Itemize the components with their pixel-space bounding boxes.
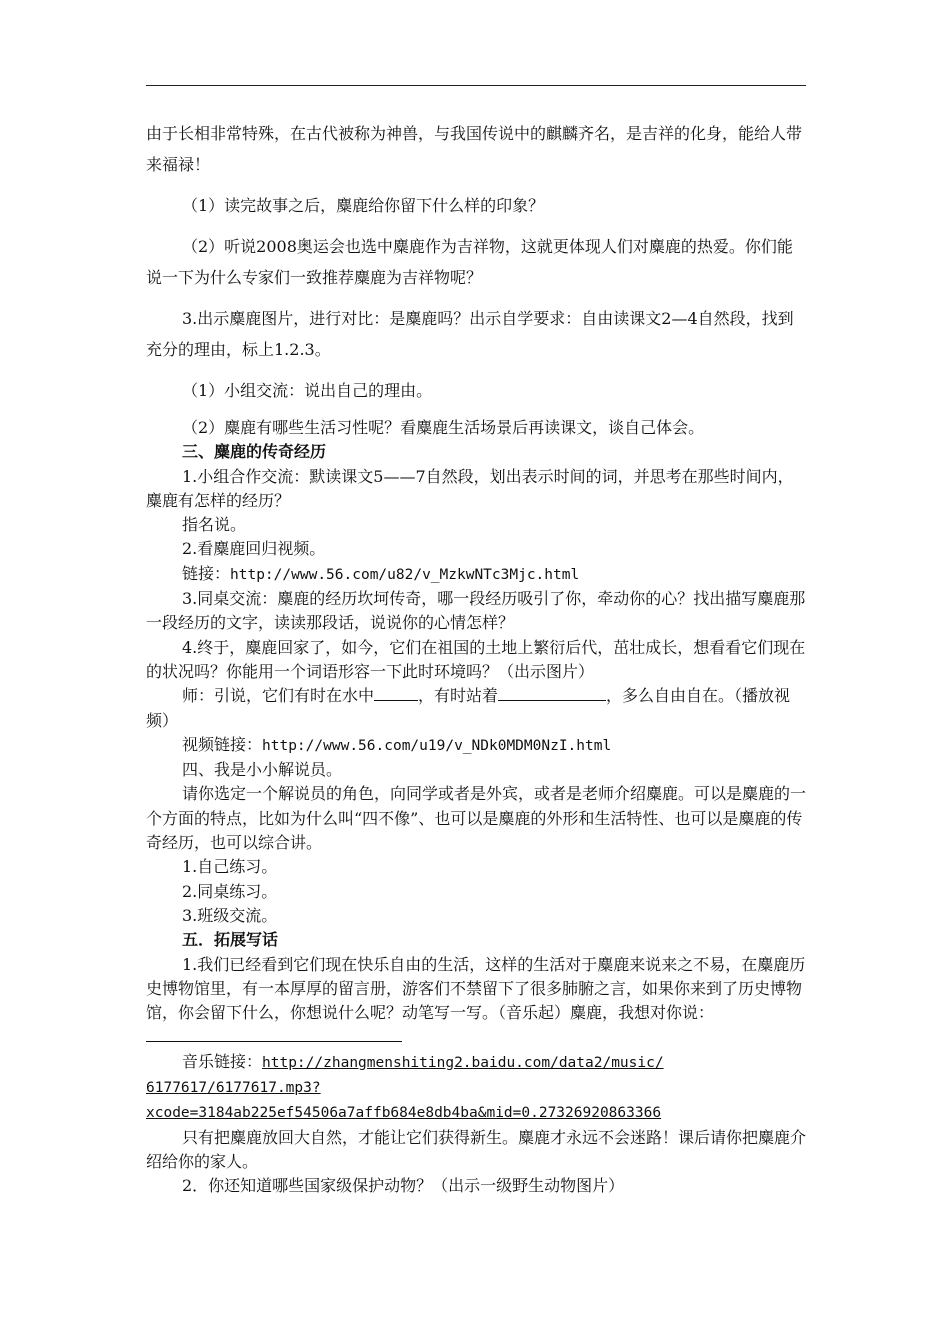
link-1-url[interactable]: http://www.56.com/u82/v_MzkwNTc3Mjc.html <box>230 566 580 583</box>
step-3-sub-1: （1）小组交流：说出自己的理由。 <box>182 381 433 400</box>
item-e1 <box>146 953 806 1050</box>
step-3: 3.出示麋鹿图片，进行对比：是麋鹿吗？出示自学要求：自由读课文2—4自然段，找到充分的理由，标上1.2.3。 <box>146 309 794 359</box>
header-rule <box>146 85 806 86</box>
link-2-label: 视频链接： <box>182 734 263 754</box>
item-c5-part-b: ，有时站着 <box>418 686 499 706</box>
item-e3: 2．你还知道哪些国家级保护动物？（出示一级野生动物图片） <box>182 1176 625 1196</box>
blank-field-3 <box>146 1027 402 1042</box>
section-heading-4: 四、我是小小解说员。 <box>182 760 343 780</box>
question-1: （1）读完故事之后，麋鹿给你留下什么样的印象？ <box>182 196 545 215</box>
item-c5 <box>146 684 806 733</box>
link-2-url[interactable]: http://www.56.com/u19/v_NDk0MDM0NzI.html <box>262 737 612 754</box>
link-1-label: 链接： <box>182 563 231 583</box>
item-e1-text: 1.我们已经看到它们现在快乐自由的生活，这样的生活对于麋鹿来说来之不易，在麋鹿历史博物馆里，有一本厚厚的留言册，游客们不禁留下了很多肺腑之言，如果你来到了历史博物馆，你会留下什么，你想说什么呢？动笔写一写。（音乐起）麋鹿，我想对你说： <box>146 954 806 1023</box>
music-link-line-3 <box>146 1100 806 1125</box>
item-d3: 2.同桌练习。 <box>182 881 278 901</box>
blank-field-1 <box>374 686 418 701</box>
item-d4: 3.班级交流。 <box>182 905 278 925</box>
item-d2: 1.自己练习。 <box>182 857 278 877</box>
music-link-url-2[interactable]: 6177617/6177617.mp3? <box>146 1080 321 1097</box>
item-e2: 只有把麋鹿放回大自然，才能让它们获得新生。麋鹿才永远不会迷路！课后请你把麋鹿介绍给你的家人。 <box>146 1127 807 1171</box>
section-heading-5: 五．拓展写话 <box>182 930 279 950</box>
section-heading-3: 三、麋鹿的传奇经历 <box>182 442 327 462</box>
item-c3: 3.同桌交流：麋鹿的经历坎坷传奇，哪一段经历吸引了你，牵动你的心？找出描写麋鹿那一段经历的文字，读读那段话，说说你的心情怎样？ <box>146 589 806 633</box>
music-link-url-3[interactable]: xcode=3184ab225ef54506a7affb684e8db4ba&mid=0.27326920863366 <box>146 1105 662 1122</box>
question-2: （2）听说2008奥运会也选中麋鹿作为吉祥物，这就更体现人们对麋鹿的热爱。你们能说一下为什么专家们一致推荐麋鹿为吉祥物呢？ <box>146 237 793 287</box>
item-c5-part-a: 师：引说，它们有时在水中 <box>182 686 375 706</box>
document-page <box>146 118 806 1199</box>
item-d1: 请你选定一个解说员的角色，向同学或者是外宾，或者是老师介绍麋鹿。可以是麋鹿的一个方面的特点，比如为什么叫“四不像”、也可以是麋鹿的外形和生活特性、也可以是麋鹿的传奇经历，也可以综合讲。 <box>146 784 807 853</box>
paragraph-intro: 由于长相非常特殊，在古代被称为神兽，与我国传说中的麒麟齐名，是吉祥的化身，能给人带来福禄！ <box>146 124 803 174</box>
music-link-line-1 <box>146 1050 806 1075</box>
music-link-line-2 <box>146 1075 806 1100</box>
blank-field-2 <box>498 686 606 701</box>
item-c2: 2.看麋鹿回归视频。 <box>182 539 326 559</box>
item-c4: 4.终于，麋鹿回家了，如今，它们在祖国的土地上繁衍后代，茁壮成长，想看看它们现在的状况吗？你能用一个词语形容一下此时环境吗？（出示图片） <box>146 637 806 681</box>
music-link-label: 音乐链接： <box>182 1051 263 1071</box>
step-3-sub-2: （2）麋鹿有哪些生活习性呢？看麋鹿生活场景后再读课文，谈自己体会。 <box>182 418 705 437</box>
link-2-line <box>146 733 806 758</box>
item-c5-part-c: ，多么自由自在。（播放视频） <box>146 686 791 730</box>
item-c1a: 指名说。 <box>182 515 247 535</box>
item-c1: 1.小组合作交流：默读课文5——7自然段，划出表示时间的词，并思考在那些时间内，麋鹿有怎样的经历？ <box>146 466 794 510</box>
link-1-line <box>146 562 806 587</box>
music-link-url-1[interactable]: http://zhangmenshiting2.baidu.com/data2/music/ <box>262 1054 664 1071</box>
